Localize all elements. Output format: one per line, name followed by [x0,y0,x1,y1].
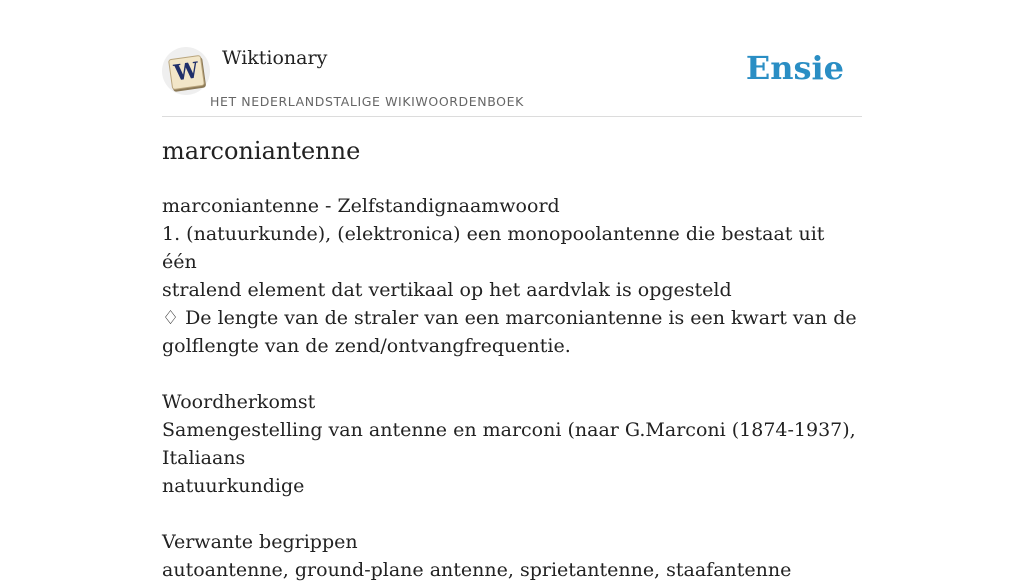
site-tagline: HET NEDERLANDSTALIGE WIKIWOORDENBOEK [210,94,524,109]
example-line-continued: golflengte van de zend/ontvangfrequentie. [162,335,571,357]
example-line: ♢ De lengte van de straler van een marconiantenne is een kwart van de [162,307,857,329]
word-type-line: marconiantenne - Zelfstandignaamwoord [162,195,560,217]
wiktionary-logo-icon: W [168,55,205,90]
site-name[interactable]: Wiktionary [222,47,328,69]
related-heading: Verwante begrippen [162,531,358,553]
definition-line-continued: stralend element dat vertikaal op het aardvlak is opgesteld [162,279,732,301]
etymology-heading: Woordherkomst [162,391,316,413]
wiktionary-logo[interactable] [162,47,210,95]
spacer [162,500,862,528]
spacer [162,360,862,388]
etymology-text: Samengestelling van antenne en marconi (naar G.Marconi (1874-1937), Italiaans [162,419,856,469]
etymology-text-continued: natuurkundige [162,475,305,497]
definition-line: 1. (natuurkunde), (elektronica) een monopoolantenne die bestaat uit één [162,223,825,273]
entry-content [162,192,862,584]
page-title: marconiantenne [162,137,361,165]
related-terms-list[interactable]: autoantenne, ground-plane antenne, sprietantenne, staafantenne [162,559,792,581]
site-header [162,40,862,117]
ensie-logo[interactable]: Ensie [745,49,844,87]
